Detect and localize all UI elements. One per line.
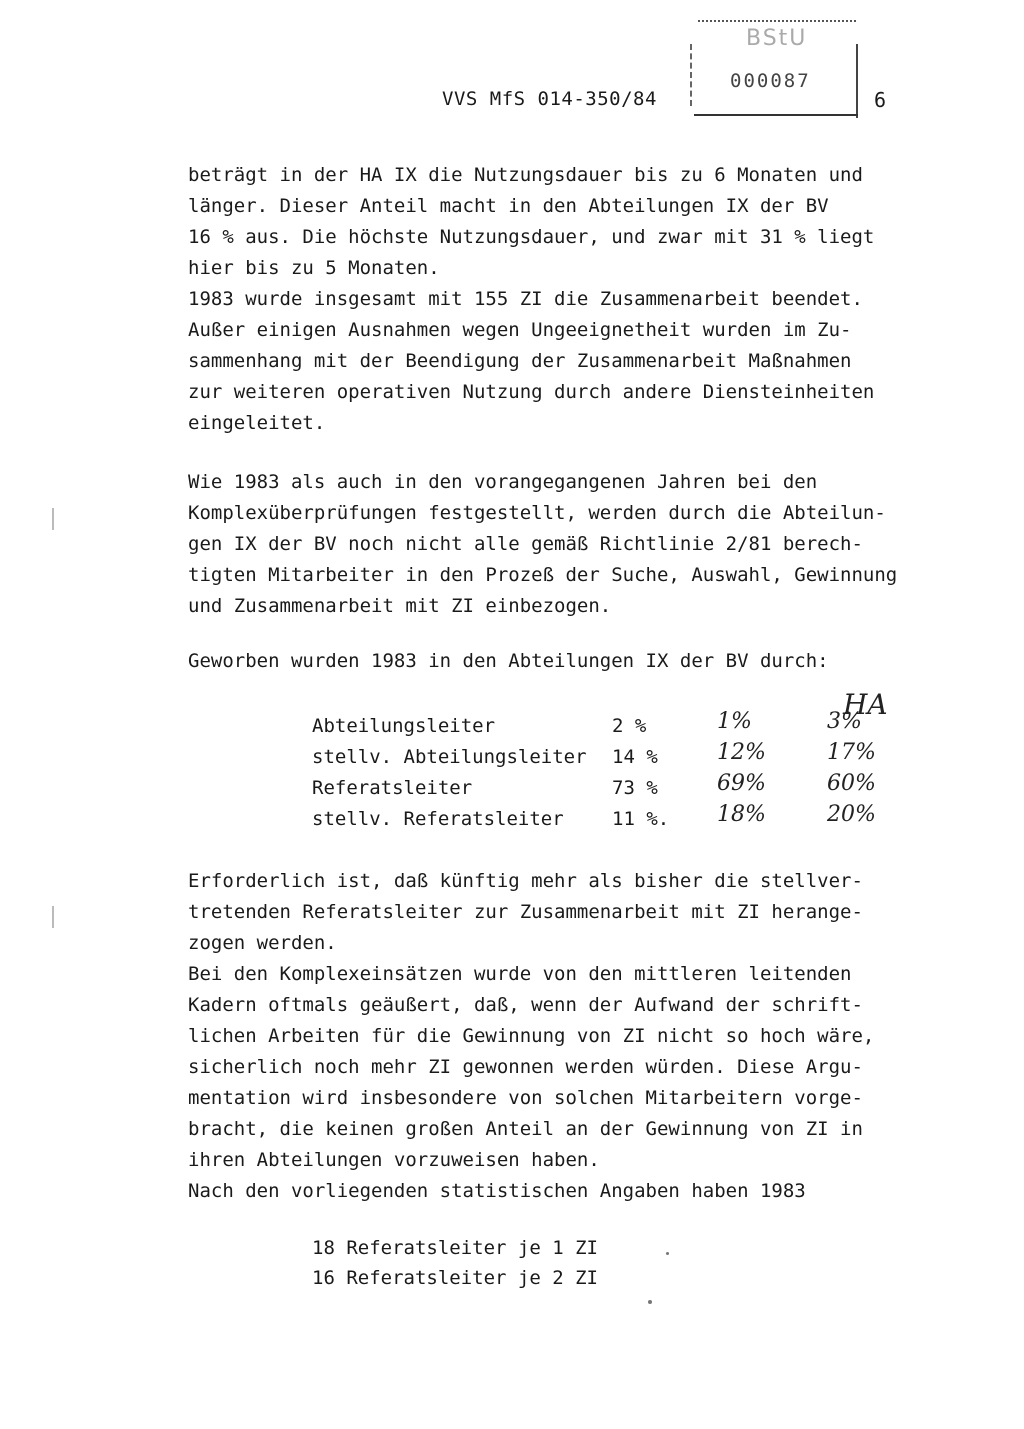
document-reference: VVS MfS 014-350/84 — [442, 88, 657, 110]
ink-speck — [666, 1252, 669, 1255]
text-line: Bei den Komplexeinsätzen wurde von den mittleren leitenden — [188, 963, 852, 985]
margin-mark — [52, 906, 54, 928]
paragraph-3 — [188, 866, 978, 1207]
archive-stamp — [690, 14, 860, 118]
handwritten-value: 69% — [717, 771, 766, 796]
count-line: 18 Referatsleiter je 1 ZI — [312, 1237, 598, 1259]
role-label: stellv. Abteilungsleiter — [312, 746, 587, 768]
table-row — [312, 802, 876, 840]
percentage: 73 % — [612, 777, 658, 799]
text-line: 1983 wurde insgesamt mit 155 ZI die Zusammenarbeit beendet. — [188, 288, 863, 310]
text-line: länger. Dieser Anteil macht in den Abteilungen IX der BV — [188, 195, 829, 217]
text-line: beträgt in der HA IX die Nutzungsdauer bis zu 6 Monaten und — [188, 164, 863, 186]
paragraph-1 — [188, 160, 978, 439]
text-line: Erforderlich ist, daß künftig mehr als bisher die stellver- — [188, 870, 863, 892]
percentage: 2 % — [612, 715, 647, 737]
stamp-org: BStU — [746, 26, 808, 51]
paragraph-2 — [188, 467, 978, 622]
text-line: eingeleitet. — [188, 412, 326, 434]
handwritten-value: 12% — [717, 740, 766, 765]
table-row — [312, 709, 862, 747]
text-line: gen IX der BV noch nicht alle gemäß Richtlinie 2/81 berech- — [188, 533, 863, 555]
text-line: Nach den vorliegenden statistischen Angaben haben 1983 — [188, 1180, 806, 1202]
percentage: 14 % — [612, 746, 658, 768]
table-row — [312, 740, 876, 778]
table-row — [312, 771, 876, 809]
count-line: 16 Referatsleiter je 2 ZI — [312, 1267, 598, 1289]
handwritten-ha-value: 20% — [827, 802, 876, 827]
percentage: 11 %. — [612, 808, 670, 830]
text-line: Kadern oftmals geäußert, daß, wenn der Aufwand der schrift- — [188, 994, 863, 1016]
text-line: sicherlich noch mehr ZI gewonnen werden würden. Diese Argu- — [188, 1056, 863, 1078]
text-line: Wie 1983 als auch in den vorangegangenen Jahren bei den — [188, 471, 818, 493]
text-line: 16 % aus. Die höchste Nutzungsdauer, und zwar mit 31 % liegt — [188, 226, 875, 248]
text-line: zur weiteren operativen Nutzung durch andere Diensteinheiten — [188, 381, 875, 403]
role-label: Abteilungsleiter — [312, 715, 496, 737]
text-line: tigten Mitarbeiter in den Prozeß der Suche, Auswahl, Gewinnung — [188, 564, 898, 586]
handwritten-ha-value: 3% — [827, 709, 862, 734]
text-line: Komplexüberprüfungen festgestellt, werden durch die Abteilun- — [188, 502, 886, 524]
text-line: Außer einigen Ausnahmen wegen Ungeeignetheit wurden im Zu- — [188, 319, 852, 341]
page-number: 6 — [874, 88, 887, 112]
text-line: und Zusammenarbeit mit ZI einbezogen. — [188, 595, 612, 617]
text-line: sammenhang mit der Beendigung der Zusammenarbeit Maßnahmen — [188, 350, 852, 372]
role-label: Referatsleiter — [312, 777, 473, 799]
text-line: hier bis zu 5 Monaten. — [188, 257, 440, 279]
handwritten-value: 1% — [717, 709, 752, 734]
text-line: tretenden Referatsleiter zur Zusammenarbeit mit ZI herange- — [188, 901, 863, 923]
text-line: mentation wird insbesondere von solchen Mitarbeitern vorge- — [188, 1087, 863, 1109]
text-line: lichen Arbeiten für die Gewinnung von ZI nicht so hoch wäre, — [188, 1025, 875, 1047]
handwritten-ha-value: 60% — [827, 771, 876, 796]
ink-speck — [648, 1300, 652, 1304]
handwritten-ha-label: HA — [843, 688, 888, 721]
recruitment-intro: Geworben wurden 1983 in den Abteilungen IX der BV durch: — [188, 650, 829, 672]
handwritten-value: 18% — [717, 802, 766, 827]
stamp-number: 000087 — [730, 70, 811, 92]
text-line: bracht, die keinen großen Anteil an der Gewinnung von ZI in — [188, 1118, 863, 1140]
text-line: zogen werden. — [188, 932, 337, 954]
text-line: ihren Abteilungen vorzuweisen haben. — [188, 1149, 600, 1171]
margin-mark — [52, 508, 54, 530]
handwritten-ha-value: 17% — [827, 740, 876, 765]
role-label: stellv. Referatsleiter — [312, 808, 564, 830]
